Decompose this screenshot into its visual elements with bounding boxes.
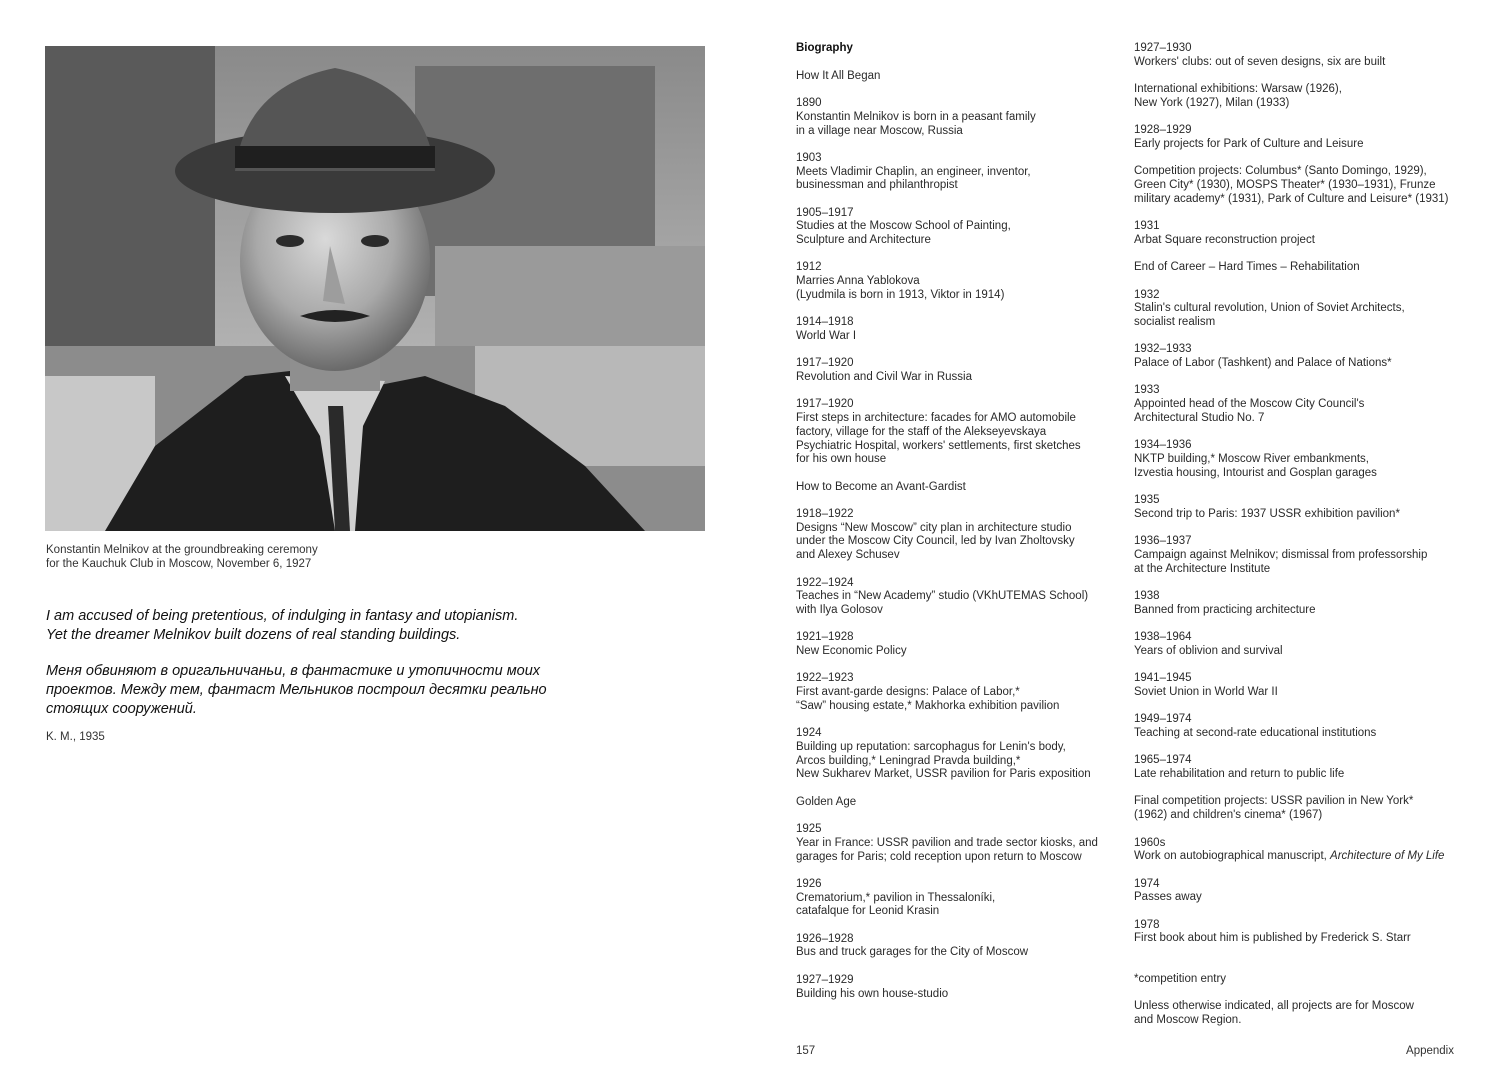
- entry-line: under the Moscow City Council, led by Ivan Zholtovsky: [796, 535, 1075, 548]
- entry-line: 1927–1929: [796, 973, 854, 986]
- entry-line: New Economic Policy: [796, 645, 907, 658]
- entry-line: Stalin's cultural revolution, Union of Soviet Architects,: [1134, 302, 1405, 315]
- caption-line: Konstantin Melnikov at the groundbreaking ceremony: [46, 544, 318, 556]
- timeline-entry: [1134, 754, 1474, 781]
- entry-line: 1938–1964: [1134, 631, 1192, 644]
- biography-title: Biography: [796, 42, 853, 54]
- entry-line: Years of oblivion and survival: [1134, 644, 1283, 657]
- portrait-photo: [45, 46, 705, 531]
- timeline-entry: [1134, 42, 1474, 69]
- quote-line: Меня обвиняют в оригальничаньи, в фантастике и утопичности моих: [46, 663, 541, 679]
- entry-line: First book about him is published by Frederick S. Starr: [1134, 932, 1411, 945]
- entry-line: 1928–1929: [1134, 124, 1192, 137]
- entry-line: How to Become an Avant-Gardist: [796, 480, 966, 493]
- entry-line: 1965–1974: [1134, 754, 1192, 767]
- entry-line: military academy* (1931), Park of Culture and Leisure* (1931): [1134, 192, 1449, 205]
- entry-line: Sculpture and Architecture: [796, 234, 931, 247]
- timeline-entry: [1134, 713, 1474, 740]
- entry-line: Crematorium,* pavilion in Thessaloníki,: [796, 891, 996, 904]
- timeline-entry: [1134, 973, 1474, 987]
- entry-line: 1905–1917: [796, 206, 854, 219]
- entry-line: with Ilya Golosov: [796, 603, 883, 616]
- entry-line: Final competition projects: USSR pavilion in New York*: [1134, 795, 1414, 808]
- entry-text: Work on autobiographical manuscript,: [1134, 850, 1331, 863]
- timeline-entry: [796, 577, 1126, 618]
- entry-line: Bus and truck garages for the City of Moscow: [796, 946, 1029, 959]
- timeline-entry: [1134, 384, 1474, 425]
- entry-line: *competition entry: [1134, 972, 1227, 985]
- entry-line: 1941–1945: [1134, 672, 1192, 685]
- entry-line: businessman and philanthropist: [796, 179, 958, 192]
- entry-line: World War I: [796, 329, 857, 342]
- timeline-entry: [1134, 124, 1474, 151]
- timeline-entry: [1134, 535, 1474, 576]
- entry-line: for his own house: [796, 453, 887, 466]
- entry-line: Workers' clubs: out of seven designs, six are built: [1134, 55, 1386, 68]
- quote-english: [46, 607, 606, 645]
- entry-line: 1921–1928: [796, 631, 854, 644]
- biography-column-1: [796, 42, 1126, 1015]
- entry-line: 1922–1923: [796, 672, 854, 685]
- timeline-entry: [796, 796, 1126, 810]
- section-name: Appendix: [1406, 1045, 1454, 1057]
- timeline-entry: [796, 974, 1126, 1001]
- entry-line: Campaign against Melnikov; dismissal from professorship: [1134, 548, 1428, 561]
- timeline-entry: [1134, 919, 1474, 946]
- entry-line: Early projects for Park of Culture and Leisure: [1134, 137, 1364, 150]
- timeline-entry: [1134, 795, 1474, 822]
- timeline-entry: [1134, 83, 1474, 110]
- entry-line: 1936–1937: [1134, 535, 1192, 548]
- entry-line: Izvestia housing, Intourist and Gosplan garages: [1134, 466, 1377, 479]
- entry-line: Unless otherwise indicated, all projects are for Moscow: [1134, 1000, 1414, 1013]
- timeline-entry: [796, 316, 1126, 343]
- entry-line: 1931: [1134, 220, 1160, 233]
- timeline-entry: [796, 481, 1126, 495]
- entry-line: socialist realism: [1134, 315, 1216, 328]
- timeline-entry: [796, 823, 1126, 864]
- entry-line: NKTP building,* Moscow River embankments,: [1134, 452, 1369, 465]
- entry-line: 1926–1928: [796, 932, 854, 945]
- entry-line: 1960s: [1134, 836, 1166, 849]
- timeline-entry: [1134, 631, 1474, 658]
- quote-line: Yet the dreamer Melnikov built dozens of real standing buildings.: [46, 627, 461, 643]
- entry-line: 1924: [796, 727, 822, 740]
- timeline-entry: [1134, 590, 1474, 617]
- timeline-entry: [1134, 261, 1474, 275]
- page-number: 157: [796, 1045, 816, 1057]
- entry-line: International exhibitions: Warsaw (1926),: [1134, 83, 1342, 96]
- entry-line: 1935: [1134, 494, 1160, 507]
- timeline-entry: [796, 631, 1126, 658]
- timeline-entry: [1134, 672, 1474, 699]
- biography-column-2: [1134, 42, 1474, 1041]
- entry-line: 1922–1924: [796, 576, 854, 589]
- entry-line: Studies at the Moscow School of Painting,: [796, 220, 1011, 233]
- timeline-entry: [1134, 494, 1474, 521]
- timeline-entry: [796, 70, 1126, 84]
- entry-line: Arcos building,* Leningrad Pravda building,*: [796, 754, 1021, 767]
- entry-line: 1890: [796, 97, 822, 110]
- timeline-entry: [1134, 289, 1474, 330]
- entry-book-title: Architecture of My Life: [1330, 850, 1445, 863]
- entry-line: 1917–1920: [796, 357, 854, 370]
- entry-line: How It All Began: [796, 69, 881, 82]
- entry-line: and Alexey Schusev: [796, 549, 900, 562]
- quote-block: [46, 607, 606, 736]
- entry-line: 1926: [796, 877, 822, 890]
- timeline-entry: [796, 398, 1126, 467]
- entry-line: 1925: [796, 823, 822, 836]
- entry-line: 1933: [1134, 384, 1160, 397]
- entry-line: Soviet Union in World War II: [1134, 685, 1278, 698]
- entry-line: Teaches in “New Academy” studio (VKhUTEMAS School): [796, 590, 1089, 603]
- entry-line: 1912: [796, 261, 822, 274]
- entry-line: Konstantin Melnikov is born in a peasant family: [796, 110, 1036, 123]
- caption-line: for the Kauchuk Club in Moscow, November 6, 1927: [46, 558, 312, 570]
- quote-line: стоящих сооружений.: [46, 701, 197, 717]
- timeline-entry: [796, 261, 1126, 302]
- entry-line: (Lyudmila is born in 1913, Viktor in 1914): [796, 288, 1005, 301]
- timeline-entry: [796, 207, 1126, 248]
- quote-line: I am accused of being pretentious, of indulging in fantasy and utopianism.: [46, 608, 519, 624]
- timeline-entry: [796, 727, 1126, 782]
- entry-line: Green City* (1930), MOSPS Theater* (1930–1931), Frunze: [1134, 178, 1436, 191]
- entry-line: New Sukharev Market, USSR pavilion for Paris exposition: [796, 768, 1091, 781]
- entry-line: Meets Vladimir Chaplin, an engineer, inventor,: [796, 165, 1031, 178]
- quote-attribution: K. M., 1935: [46, 731, 105, 743]
- entry-line: Revolution and Civil War in Russia: [796, 371, 972, 384]
- entry-line: and Moscow Region.: [1134, 1013, 1242, 1026]
- entry-line: Late rehabilitation and return to public life: [1134, 768, 1345, 781]
- entry-line: 1914–1918: [796, 316, 854, 329]
- entry-line: Building up reputation: sarcophagus for Lenin's body,: [796, 740, 1066, 753]
- timeline-entry: [796, 672, 1126, 713]
- entry-line: Palace of Labor (Tashkent) and Palace of Nations*: [1134, 357, 1392, 370]
- entry-line: Designs “New Moscow” city plan in architecture studio: [796, 521, 1072, 534]
- entry-line: Architectural Studio No. 7: [1134, 411, 1265, 424]
- entry-line: 1903: [796, 151, 822, 164]
- entry-line: Golden Age: [796, 795, 857, 808]
- entry-line: catafalque for Leonid Krasin: [796, 905, 940, 918]
- entry-line: Building his own house-studio: [796, 987, 949, 1000]
- entry-line: First avant-garde designs: Palace of Labor,*: [796, 686, 1020, 699]
- entry-line: End of Career – Hard Times – Rehabilitation: [1134, 261, 1360, 274]
- entry-line: 1932–1933: [1134, 343, 1192, 356]
- quote-russian: [46, 662, 606, 719]
- timeline-entry: [1134, 220, 1474, 247]
- timeline-entry: [796, 933, 1126, 960]
- timeline-entry: [1134, 165, 1474, 206]
- entry-line: 1978: [1134, 918, 1160, 931]
- quote-line: проектов. Между тем, фантаст Мельников построил десятки реально: [46, 682, 547, 698]
- timeline-entry: [1134, 439, 1474, 480]
- entry-line: at the Architecture Institute: [1134, 562, 1271, 575]
- timeline-entry: [1134, 837, 1474, 864]
- entry-line: 1918–1922: [796, 508, 854, 521]
- timeline-entry: [796, 97, 1126, 138]
- entry-line: Second trip to Paris: 1937 USSR exhibition pavilion*: [1134, 507, 1400, 520]
- footnote-spacer: [1134, 960, 1474, 973]
- entry-line: New York (1927), Milan (1933): [1134, 96, 1290, 109]
- timeline-entry: [1134, 1000, 1474, 1027]
- entry-line: Competition projects: Columbus* (Santo Domingo, 1929),: [1134, 165, 1427, 178]
- timeline-entry: [796, 152, 1126, 193]
- entry-line: 1949–1974: [1134, 713, 1192, 726]
- entry-line: Year in France: USSR pavilion and trade sector kiosks, and: [796, 836, 1098, 849]
- entry-line: 1917–1920: [796, 398, 854, 411]
- entry-line: garages for Paris; cold reception upon return to Moscow: [796, 850, 1082, 863]
- timeline-entry: [796, 357, 1126, 384]
- entry-line: 1932: [1134, 288, 1160, 301]
- right-page: [750, 0, 1500, 1091]
- entry-line: Appointed head of the Moscow City Council's: [1134, 398, 1365, 411]
- entry-line: 1927–1930: [1134, 42, 1192, 54]
- photo-caption: [46, 543, 546, 571]
- entry-line: Marries Anna Yablokova: [796, 275, 920, 288]
- timeline-entry: [796, 878, 1126, 919]
- entry-line: Teaching at second-rate educational institutions: [1134, 726, 1377, 739]
- entry-line: Psychiatric Hospital, workers' settlements, first sketches: [796, 439, 1081, 452]
- timeline-entry: [1134, 343, 1474, 370]
- entry-line: 1938: [1134, 589, 1160, 602]
- timeline-entry: [1134, 878, 1474, 905]
- entry-line: Passes away: [1134, 891, 1202, 904]
- entry-line: First steps in architecture: facades for AMO automobile: [796, 412, 1076, 425]
- entry-line: (1962) and children's cinema* (1967): [1134, 809, 1323, 822]
- entry-line: factory, village for the staff of the Alekseyevskaya: [796, 425, 1047, 438]
- entry-line: [1134, 850, 1474, 864]
- entry-line: 1934–1936: [1134, 439, 1192, 452]
- entry-line: Arbat Square reconstruction project: [1134, 233, 1315, 246]
- entry-line: “Saw” housing estate,* Makhorka exhibition pavilion: [796, 699, 1060, 712]
- entry-line: in a village near Moscow, Russia: [796, 124, 963, 137]
- entry-line: Banned from practicing architecture: [1134, 603, 1316, 616]
- timeline-entry: [796, 508, 1126, 563]
- entry-line: 1974: [1134, 877, 1160, 890]
